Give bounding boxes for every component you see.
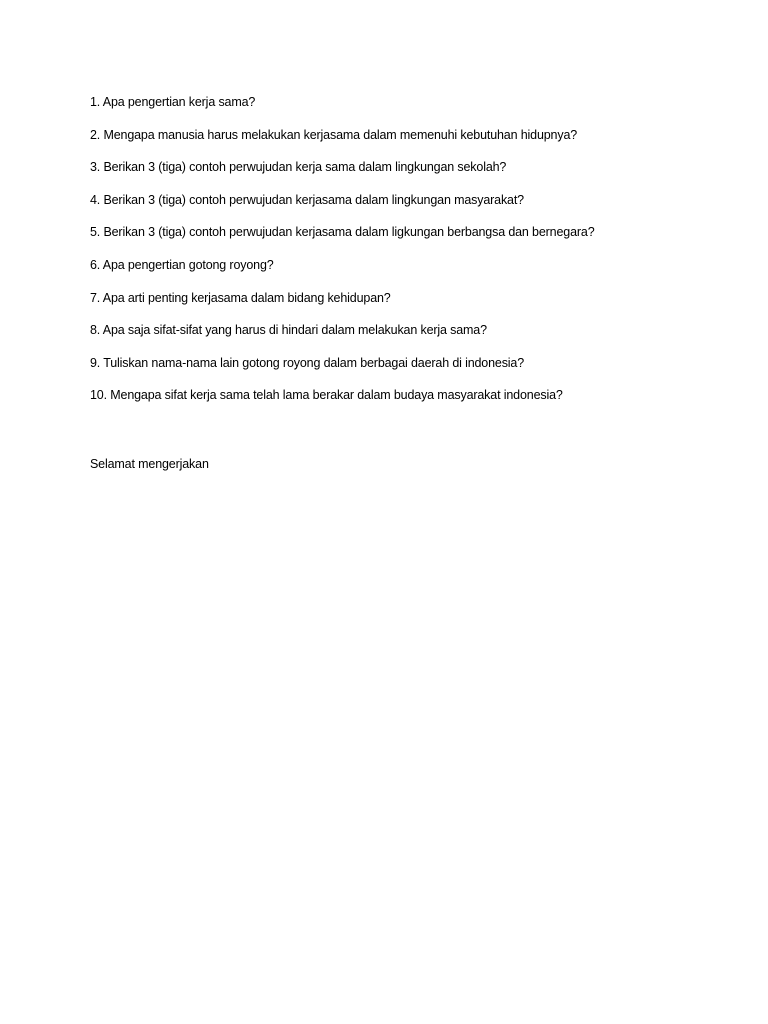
- question-item: 1. Apa pengertian kerja sama?: [90, 95, 256, 109]
- closing-text: Selamat mengerjakan: [90, 457, 209, 471]
- question-list: [90, 92, 730, 418]
- question-item: 5. Berikan 3 (tiga) contoh perwujudan kerjasama dalam ligkungan berbangsa dan bernegara?: [90, 225, 595, 240]
- question-item: 7. Apa arti penting kerjasama dalam bidang kehidupan?: [90, 290, 391, 305]
- question-item: 4. Berikan 3 (tiga) contoh perwujudan kerjasama dalam lingkungan masyarakat?: [90, 192, 524, 207]
- question-item: 9. Tuliskan nama-nama lain gotong royong dalam berbagai daerah di indonesia?: [90, 355, 525, 370]
- question-item: 6. Apa pengertian gotong royong?: [90, 257, 274, 272]
- question-item: 10. Mengapa sifat kerja sama telah lama berakar dalam budaya masyarakat indonesia?: [90, 388, 563, 403]
- question-item: 8. Apa saja sifat-sifat yang harus di hindari dalam melakukan kerja sama?: [90, 323, 487, 338]
- question-item: 2. Mengapa manusia harus melakukan kerjasama dalam memenuhi kebutuhan hidupnya?: [90, 127, 578, 142]
- question-item: 3. Berikan 3 (tiga) contoh perwujudan kerja sama dalam lingkungan sekolah?: [90, 160, 507, 175]
